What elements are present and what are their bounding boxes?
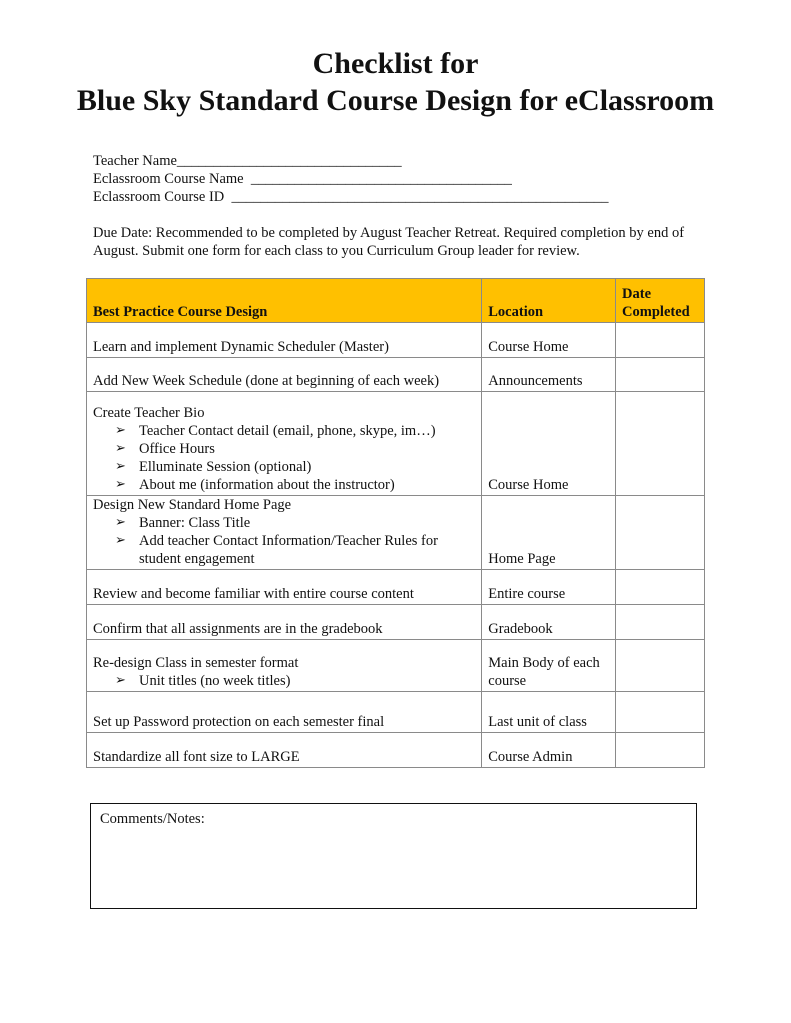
table-row	[87, 570, 705, 605]
location-cell: Last unit of class	[482, 692, 616, 733]
date-completed-cell[interactable]	[616, 496, 705, 570]
date-completed-cell[interactable]	[616, 733, 705, 768]
arrow-bullet-icon: ➢	[115, 533, 126, 548]
course-id-field[interactable]: Eclassroom Course ID ____________________________________________________	[93, 189, 609, 205]
page-title-line2: Blue Sky Standard Course Design for eClassroom	[76, 84, 715, 117]
list-item	[115, 458, 475, 476]
practice-cell	[87, 570, 482, 605]
practice-text: Create Teacher Bio	[93, 405, 205, 421]
practice-text: Design New Standard Home Page	[93, 497, 292, 513]
arrow-bullet-icon: ➢	[115, 673, 126, 688]
list-item	[115, 532, 475, 568]
table-row	[87, 640, 705, 692]
practice-text: Set up Password protection on each semester final	[93, 714, 385, 730]
practice-cell	[87, 496, 482, 570]
header-practice: Best Practice Course Design	[87, 279, 482, 323]
page-title-line1: Checklist for	[312, 47, 479, 80]
date-completed-cell[interactable]	[616, 605, 705, 640]
sub-item-list	[93, 422, 475, 494]
list-item	[115, 514, 475, 532]
sub-item-text: Unit titles (no week titles)	[139, 673, 291, 689]
arrow-bullet-icon: ➢	[115, 423, 126, 438]
practice-cell	[87, 605, 482, 640]
practice-cell	[87, 392, 482, 496]
location-cell: Home Page	[482, 496, 616, 570]
date-completed-cell[interactable]	[616, 640, 705, 692]
sub-item-text: About me (information about the instructor)	[139, 477, 395, 493]
sub-item-text: Banner: Class Title	[139, 515, 251, 531]
comments-box[interactable]	[90, 803, 697, 909]
date-completed-cell[interactable]	[616, 692, 705, 733]
practice-text: Re-design Class in semester format	[93, 655, 299, 671]
sub-item-list	[93, 514, 475, 568]
list-item	[115, 440, 475, 458]
date-completed-cell[interactable]	[616, 323, 705, 358]
practice-cell	[87, 323, 482, 358]
practice-text: Add New Week Schedule (done at beginning of each week)	[93, 373, 440, 389]
arrow-bullet-icon: ➢	[115, 515, 126, 530]
practice-text: Learn and implement Dynamic Scheduler (Master)	[93, 339, 389, 355]
checklist-table	[86, 278, 705, 768]
header-location: Location	[482, 279, 616, 323]
practice-cell	[87, 692, 482, 733]
sub-item-text: Office Hours	[139, 441, 215, 457]
location-cell: Course Home	[482, 392, 616, 496]
checklist-rows	[87, 323, 705, 768]
location-cell: Gradebook	[482, 605, 616, 640]
list-item	[115, 422, 475, 440]
sub-item-list	[93, 672, 475, 690]
table-row	[87, 392, 705, 496]
date-completed-cell[interactable]	[616, 392, 705, 496]
practice-cell	[87, 358, 482, 392]
practice-cell	[87, 640, 482, 692]
table-row	[87, 496, 705, 570]
teacher-name-field[interactable]: Teacher Name_______________________________	[93, 153, 402, 169]
table-row	[87, 733, 705, 768]
sub-item-text: Teacher Contact detail (email, phone, skype, im…)	[139, 423, 436, 439]
header-date-completed: Date Completed	[616, 279, 705, 323]
list-item	[115, 476, 475, 494]
sub-item-text: Add teacher Contact Information/Teacher Rules for student engagement	[139, 533, 438, 567]
due-date-instructions: Due Date: Recommended to be completed by August Teacher Retreat. Required completion by end of August. Submit one form for each class to you Curriculum Group leader for review.	[93, 225, 685, 259]
practice-text: Confirm that all assignments are in the gradebook	[93, 621, 383, 637]
arrow-bullet-icon: ➢	[115, 459, 126, 474]
header-row	[87, 279, 705, 323]
location-cell: Course Home	[482, 323, 616, 358]
sub-item-text: Elluminate Session (optional)	[139, 459, 312, 475]
date-completed-cell[interactable]	[616, 358, 705, 392]
location-cell: Entire course	[482, 570, 616, 605]
table-row	[87, 605, 705, 640]
comments-label: Comments/Notes:	[100, 811, 205, 827]
date-completed-cell[interactable]	[616, 570, 705, 605]
location-cell: Course Admin	[482, 733, 616, 768]
course-name-field[interactable]: Eclassroom Course Name ____________________________________	[93, 171, 512, 187]
location-cell: Main Body of each course	[482, 640, 616, 692]
practice-cell	[87, 733, 482, 768]
table-row	[87, 358, 705, 392]
location-cell: Announcements	[482, 358, 616, 392]
table-row	[87, 323, 705, 358]
list-item	[115, 672, 475, 690]
table-row	[87, 692, 705, 733]
practice-text: Standardize all font size to LARGE	[93, 749, 300, 765]
arrow-bullet-icon: ➢	[115, 441, 126, 456]
practice-text: Review and become familiar with entire course content	[93, 586, 414, 602]
arrow-bullet-icon: ➢	[115, 477, 126, 492]
